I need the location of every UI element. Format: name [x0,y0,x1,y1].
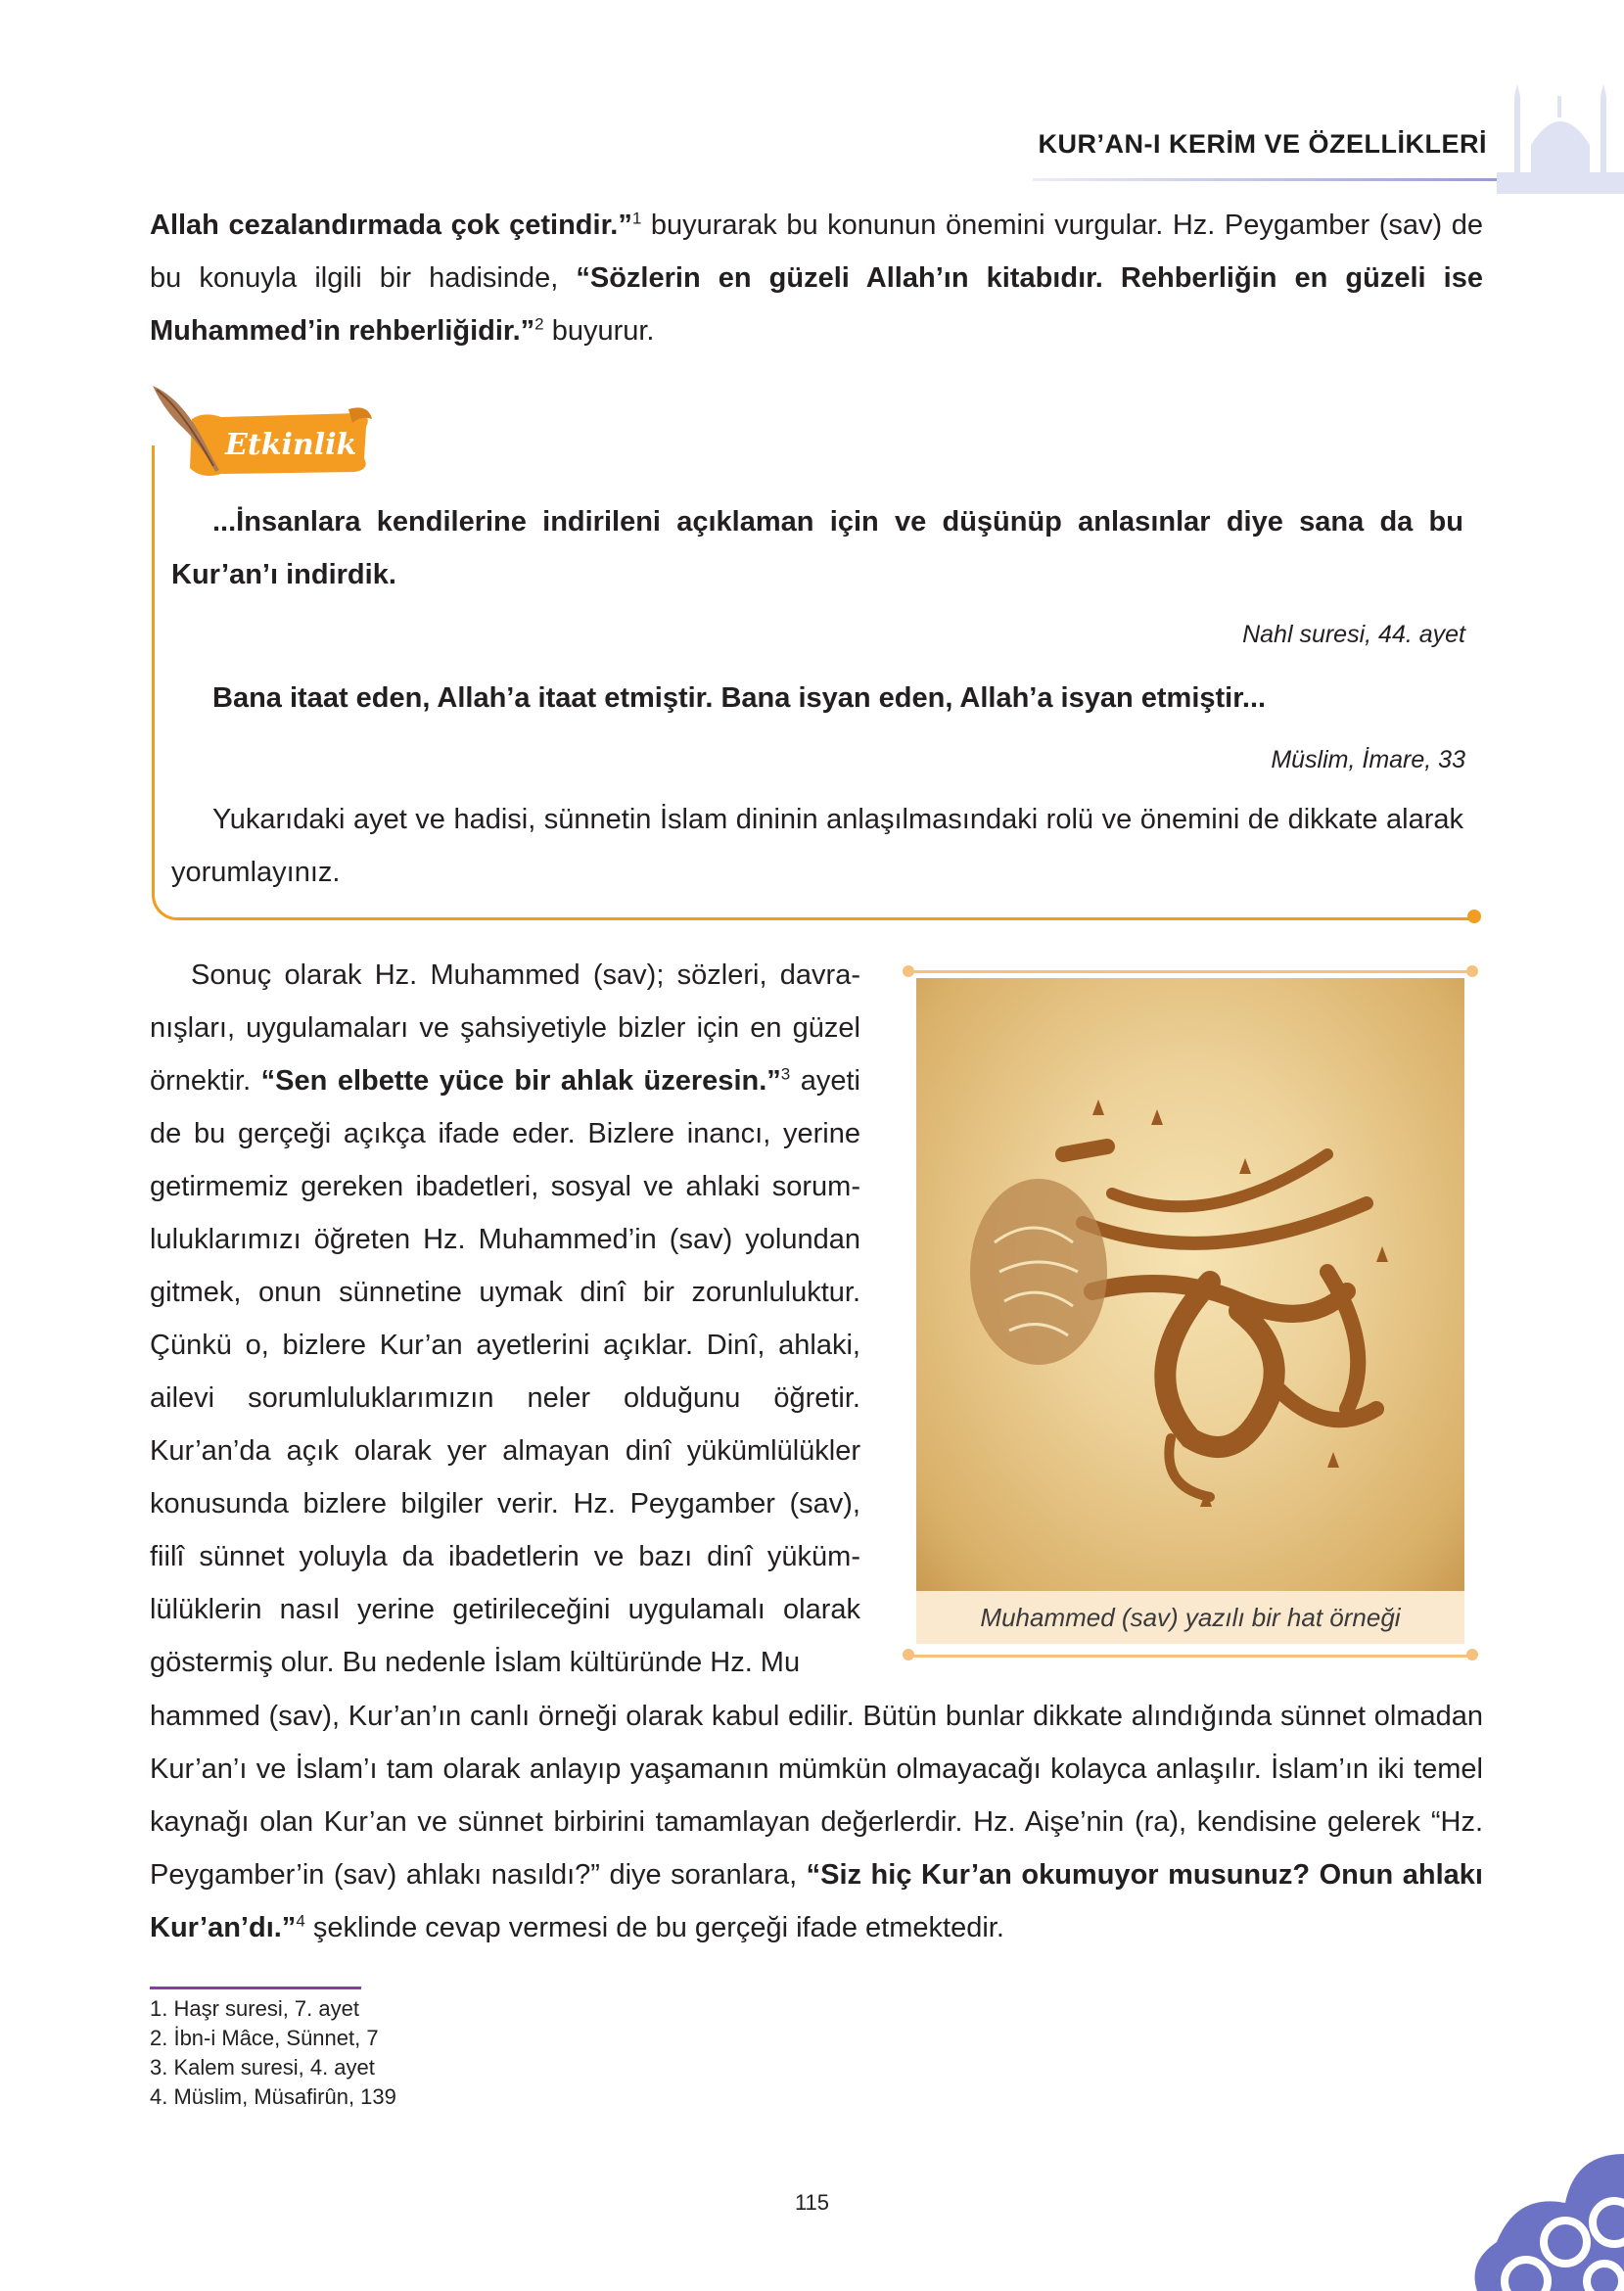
footnotes [150,1994,396,2112]
activity-verse-quote: ...İnsanlara kendilerine indirileni açıklaman için ve düşünüp anlasınlar diye sana da bu Kur’an’ı indirdik. [171,506,1463,590]
footnote-item: 3. Kalem suresi, 4. ayet [150,2055,375,2080]
intro-paragraph: Allah cezalandırmada çok çetindir.”$^1$ buyurarak bu konunun önemini vurgular. Hz. Peygamber (sav) de bu konuyla ilgili bir hadisinde, “Sözlerin en güzeli Allah’ın kitabıdır. Rehberliğin en güzeli ise Muhammed’in rehberliğidir.”$^2$ buyurur. [150,209,1483,347]
footnote-rule [150,1987,361,1989]
conclusion-paragraph: Sonuç olarak Hz. Muhammed (sav); sözleri, davranışları, uygulamaları ve şahsiyetiyle bizler için en güzel örnektir. “Sen elbette yüce bir ahlak üzeresin.”$^3$ ayeti de bu gerçeği açıkça ifade eder. Bizlere inancı, yerine getirmemiz gereken ibadetleri, sosyal ve ahlaki sorumluluklarımızı öğreten Hz. Muhammed’in (sav) yolundan gitmek, onun sünnetine uymak dinî bir zorunluluktur. Çünkü o, bizlere Kur’an ayetlerini açıklar. Dinî, ahlaki, ailevi sorumluluklarımızın neler olduğunu öğretir. Kur’an’da açık olarak yer almayan dinî yükümlülükler konusunda bizlere bilgiler verir. Hz. Peygamber (sav), fiilî sünnet yoluyla da ibadetlerin ve bazı dinî yükümlülüklerin nasıl yerine getirileceğini uygulamalı olarak göstermiş olur. Bu nedenle İslam kültüründe Hz. Mu [150,959,860,1678]
activity-instruction: Yukarıdaki ayet ve hadisi, sünnetin İslam dininin anlaşılmasındaki rolü ve önemini de dikkate alarak yorumlayınız. [171,804,1463,888]
figure-corner-dot [1466,965,1478,977]
activity-box-end-dot [1467,910,1481,923]
figure-corner-dot [903,965,914,977]
muhammad-calligraphy-icon [916,978,1464,1591]
footnote-item: 4. Müslim, Müsafirûn, 139 [150,2084,396,2109]
activity-hadith-source: Müslim, İmare, 33 [1271,746,1465,773]
mosque-silhouette-icon [1497,76,1624,194]
conclusion-paragraph-continued: hammed (sav), Kur’an’ın canlı örneği olarak kabul edilir. Bütün bunlar dikkate alındığında sünnet olmadan Kur’an’ı ve İslam’ı tam olarak anlayıp yaşamanın mümkün olmayacağı kolayca anlaşılır. İslam’ın iki temel kaynağı olan Kur’an ve sünnet birbirini tamamlayan değerlerdir. Hz. Aişe’nin (ra), kendisine gelerek “Hz. Peygamber’in (sav) ahlakı nasıldı?” diye soranlara, “Siz hiç Kur’an okumuyor musunuz? Onun ahlakı Kur’an’dı.”$^4$ şeklinde cevap vermesi de bu gerçeği ifade etmektedir. [150,1701,1483,1943]
page-header-title: KUR’AN-I KERİM VE ÖZELLİKLERİ [1038,129,1487,159]
flower-ornament-icon [1458,2115,1624,2291]
figure-corner-dot [1466,1649,1478,1660]
page-number: 115 [794,2190,830,2215]
figure-bottom-rule [908,1655,1472,1658]
calligraphy-figure [908,970,1472,1656]
figure-corner-dot [903,1649,914,1660]
figure-top-rule [908,970,1472,973]
calligraphy-image [916,978,1464,1591]
footnote-item: 2. İbn-i Mâce, Sünnet, 7 [150,2026,379,2050]
footnote-item: 1. Haşr suresi, 7. ayet [150,1996,359,2021]
figure-caption: Muhammed (sav) yazılı bir hat örneği [916,1591,1464,1644]
activity-verse-source: Nahl suresi, 44. ayet [1242,621,1465,648]
activity-hadith-quote: Bana itaat eden, Allah’a itaat etmiştir. Bana isyan eden, Allah’a isyan etmiştir... [212,682,1267,714]
activity-banner-label: Etkinlik [225,428,357,462]
